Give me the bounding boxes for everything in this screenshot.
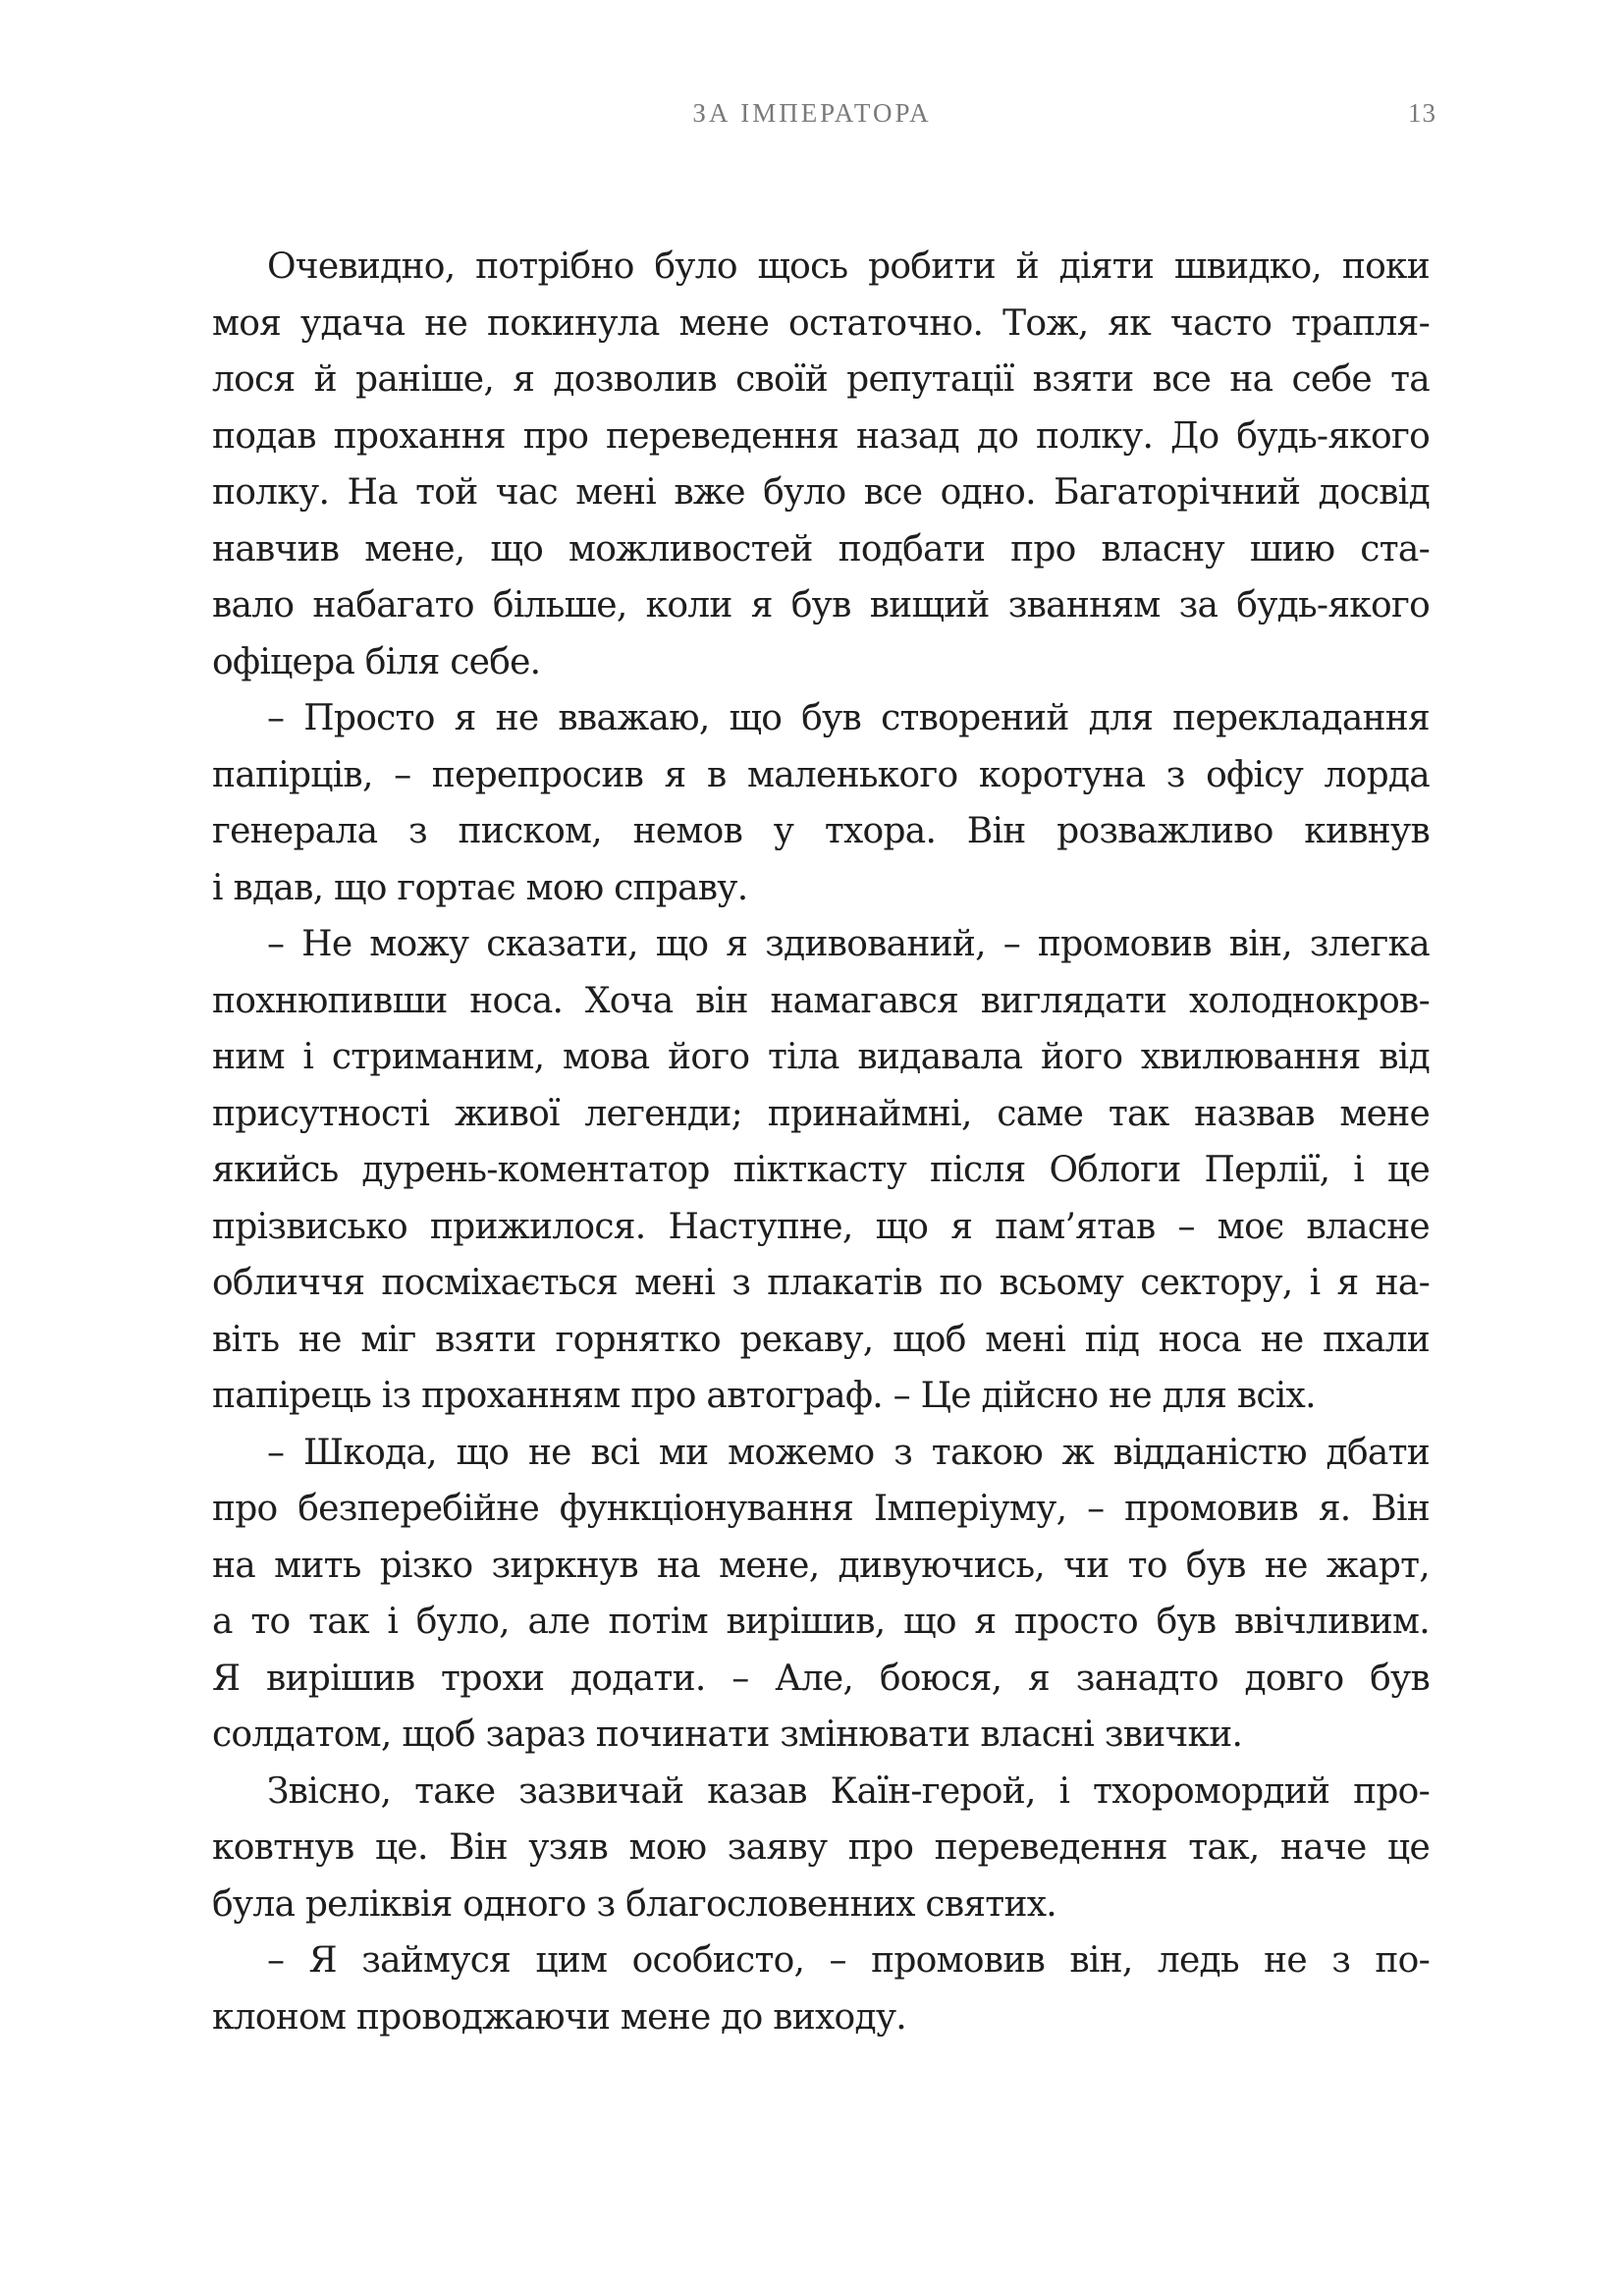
text-line: і вдав, що гортає мою справу. (212, 867, 748, 908)
text-line: подав прохання про переведення назад до полку. До будь-якого (212, 415, 1430, 457)
text-line: папірців, – перепросив я в маленького коротуна з офісу лорда (212, 754, 1430, 795)
text-line: присутності живої легенди; принаймні, саме так назвав мене (212, 1093, 1430, 1134)
text-line: лося й раніше, я дозволив своїй репутації взяти все на себе та (212, 359, 1430, 400)
paragraph-first-line: – Не можу сказати, що я здивований, – промовив він, злегка (267, 924, 1430, 964)
text-line: генерала з писком, немов у тхора. Він розважливо кивнув (212, 811, 1430, 851)
text-line: прізвисько прижилося. Наступне, що я пам’ятав – моє власне (212, 1206, 1430, 1247)
text-line: а то так і було, але потім вирішив, що я просто був ввічливим. (212, 1602, 1430, 1642)
text-line: офіцера біля себе. (212, 641, 541, 682)
text-line: на мить різко зиркнув на мене, дивуючись, чи то був не жарт, (212, 1545, 1430, 1586)
text-line: про безперебійне функціонування Імперіуму, – промовив я. Він (212, 1489, 1430, 1529)
running-header (0, 98, 1624, 137)
text-line: моя удача не покинула мене остаточно. Тож, як часто трапля- (212, 302, 1430, 344)
page-number: 13 (1408, 98, 1436, 128)
text-line: ним і стриманим, мова його тіла видавала його хвилювання від (212, 1037, 1430, 1077)
text-line: ковтнув це. Він узяв мою заяву про переведення так, наче це (212, 1827, 1430, 1868)
paragraph-first-line: Звісно, таке зазвичай казав Каїн-герой, і тхоромордий про- (267, 1770, 1430, 1812)
text-line: папірець із проханням про автограф. – Це дійсно не для всіх. (212, 1376, 1316, 1416)
text-line: похнюпивши носа. Хоча він намагався виглядати холоднокров- (212, 980, 1430, 1021)
text-line: Я вирішив трохи додати. – Але, боюся, я занадто довго був (212, 1658, 1430, 1699)
running-title: ЗА ІМПЕРАТОРА (692, 98, 932, 128)
text-line: полку. На той час мені вже було все одно. Багаторічний досвід (212, 472, 1430, 513)
paragraph-first-line: – Я займуся цим особисто, – промовив він, ледь не з по- (267, 1940, 1430, 1981)
text-line: навчив мене, що можливостей подбати про власну шию ста- (212, 528, 1430, 570)
paragraph-first-line: – Просто я не вважаю, що був створений для перекладання (267, 698, 1430, 738)
paragraph-first-line: Очевидно, потрібно було щось робити й діяти швидко, поки (267, 246, 1430, 287)
text-line: солдатом, щоб зараз починати змінювати власні звички. (212, 1714, 1243, 1755)
body-text (212, 239, 1430, 2045)
text-line: вало набагато більше, коли я був вищий званням за будь-якого (212, 585, 1430, 626)
text-line: віть не міг взяти горнятко рекаву, щоб мені під носа не пхали (212, 1319, 1430, 1360)
text-line: обличчя посміхається мені з плакатів по всьому сектору, і я на- (212, 1263, 1430, 1303)
text-line: клоном проводжаючи мене до виходу. (212, 1996, 906, 2038)
text-line: якийсь дурень-коментатор пікткасту після Облоги Перлії, і це (212, 1150, 1430, 1190)
paragraph-first-line: – Шкода, що не всі ми можемо з такою ж відданістю дбати (267, 1432, 1430, 1473)
text-line: була реліквія одного з благословенних святих. (212, 1883, 1056, 1925)
